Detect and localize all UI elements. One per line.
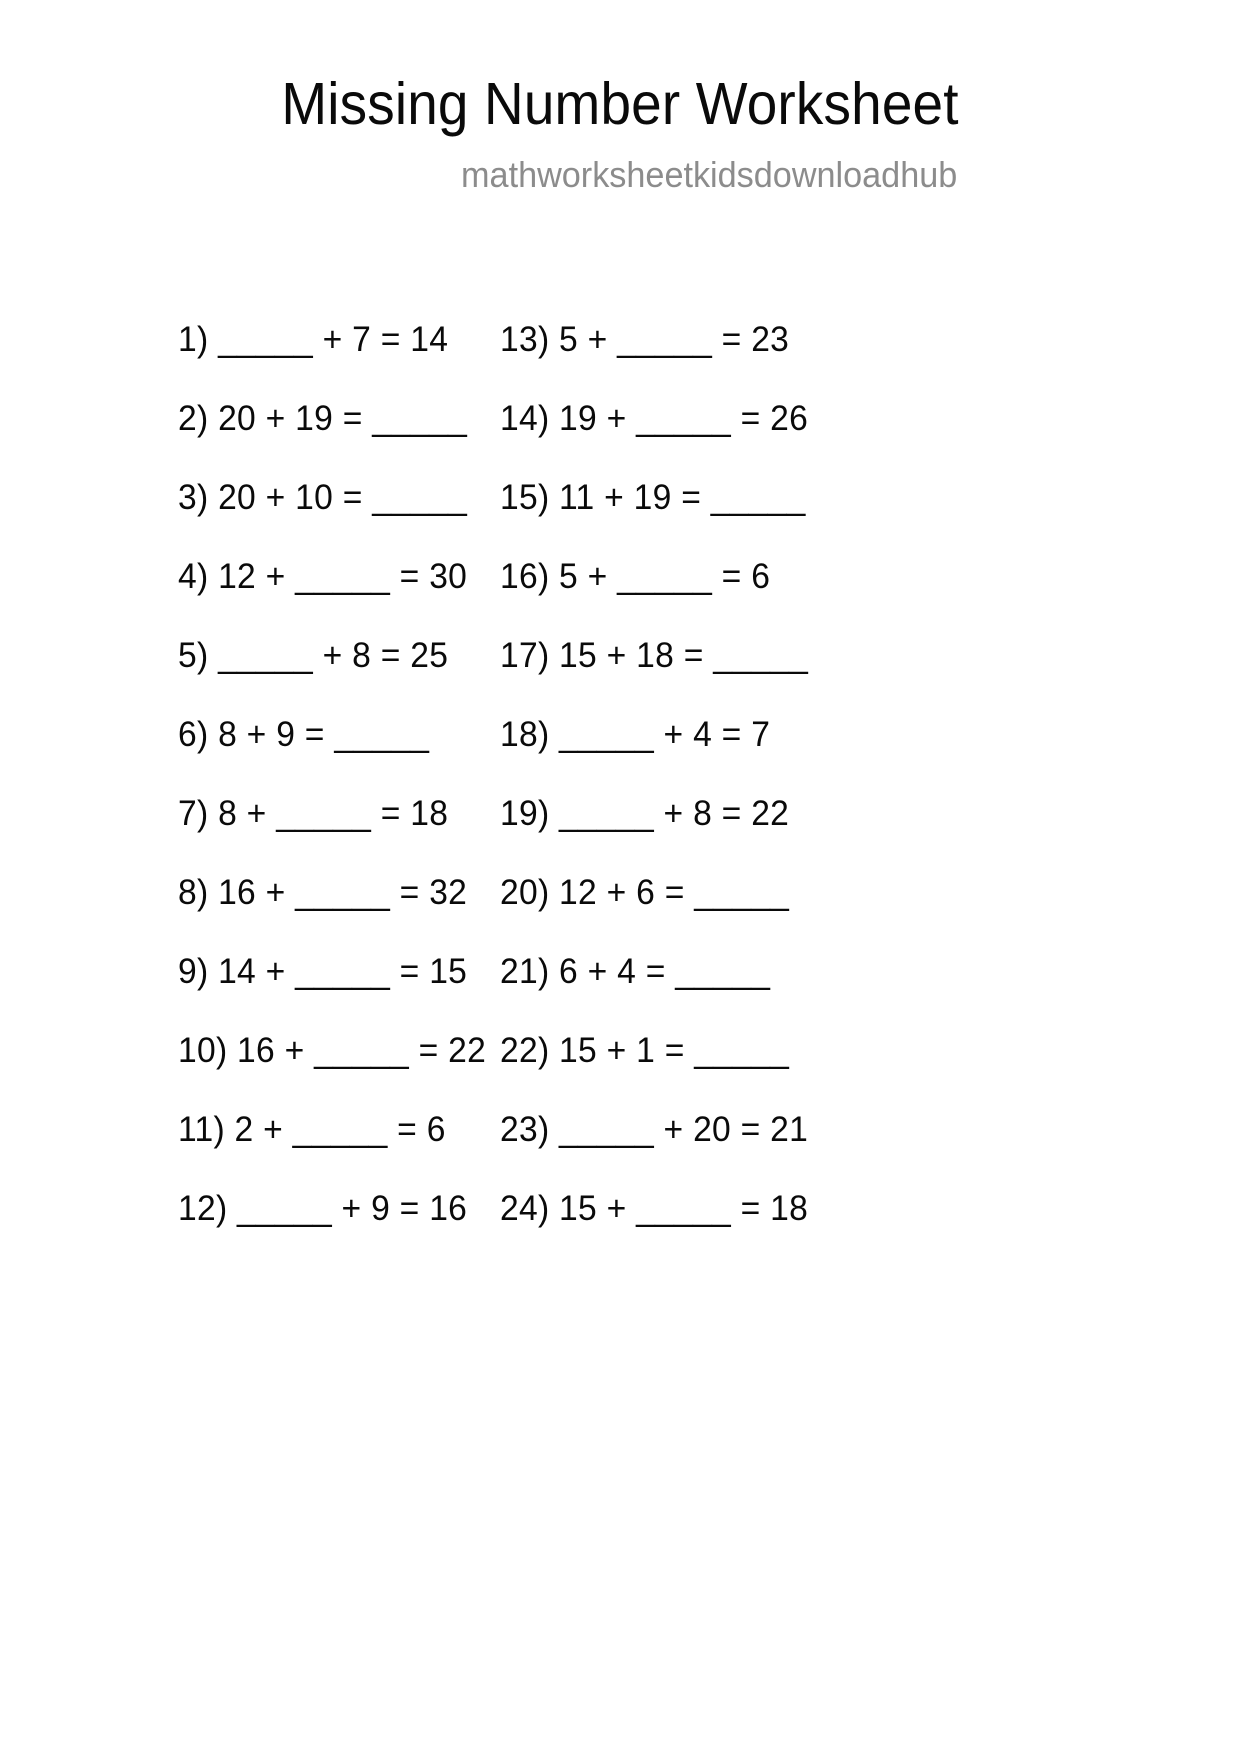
problem-text: 12) _____ + 9 = 16 — [178, 1189, 468, 1228]
problem-item — [500, 853, 1070, 932]
problem-item — [178, 458, 468, 537]
problem-text: 10) 16 + _____ = 22 — [178, 1031, 487, 1070]
problem-item — [178, 537, 468, 616]
problem-text: 24) 15 + _____ = 18 — [500, 1189, 809, 1228]
problem-text: 20) 12 + 6 = _____ — [500, 873, 790, 912]
problem-grid — [0, 300, 1240, 1248]
problem-item — [500, 1169, 1070, 1248]
problem-item — [500, 932, 1070, 1011]
problem-text: 4) 12 + _____ = 30 — [178, 557, 468, 596]
problem-item — [178, 932, 468, 1011]
problem-text: 6) 8 + 9 = _____ — [178, 715, 430, 754]
problem-text: 2) 20 + 19 = _____ — [178, 399, 468, 438]
problem-text: 3) 20 + 10 = _____ — [178, 478, 468, 517]
problem-text: 7) 8 + _____ = 18 — [178, 794, 449, 833]
problem-item — [178, 379, 468, 458]
problem-item — [178, 1090, 450, 1169]
problem-text: 11) 2 + _____ = 6 — [178, 1110, 446, 1149]
problem-item — [178, 1011, 487, 1090]
problem-text: 15) 11 + 19 = _____ — [500, 478, 806, 517]
problem-item — [178, 300, 450, 379]
problem-item — [500, 379, 1070, 458]
left-column — [0, 300, 487, 1248]
problem-text: 18) _____ + 4 = 7 — [500, 715, 771, 754]
right-column — [450, 300, 1070, 1248]
problem-item — [178, 774, 450, 853]
problem-text: 16) 5 + _____ = 6 — [500, 557, 771, 596]
problem-item — [500, 1090, 1070, 1169]
problem-text: 8) 16 + _____ = 32 — [178, 873, 468, 912]
problem-item — [178, 695, 450, 774]
problem-text: 21) 6 + 4 = _____ — [500, 952, 771, 991]
problem-item — [500, 458, 1070, 537]
problem-item — [500, 1011, 1070, 1090]
subtitle-row — [0, 154, 1240, 196]
problem-item — [500, 537, 1070, 616]
problem-item — [500, 300, 1070, 379]
problem-item — [500, 695, 1070, 774]
problem-text: 23) _____ + 20 = 21 — [500, 1110, 809, 1149]
worksheet-header — [0, 0, 1240, 196]
problem-text: 5) _____ + 8 = 25 — [178, 636, 449, 675]
problem-item — [178, 616, 450, 695]
problem-text: 22) 15 + 1 = _____ — [500, 1031, 790, 1070]
problem-item — [500, 774, 1070, 853]
problem-text: 9) 14 + _____ = 15 — [178, 952, 468, 991]
page-title: Missing Number Worksheet — [281, 71, 959, 137]
site-watermark: mathworksheetkidsdownloadhub — [460, 154, 958, 196]
problem-text: 17) 15 + 18 = _____ — [500, 636, 809, 675]
problem-text: 1) _____ + 7 = 14 — [178, 320, 449, 359]
problem-text: 13) 5 + _____ = 23 — [500, 320, 790, 359]
problem-text: 19) _____ + 8 = 22 — [500, 794, 790, 833]
problem-text: 14) 19 + _____ = 26 — [500, 399, 809, 438]
problem-item — [178, 853, 468, 932]
problem-item — [500, 616, 1070, 695]
problem-item — [178, 1169, 468, 1248]
